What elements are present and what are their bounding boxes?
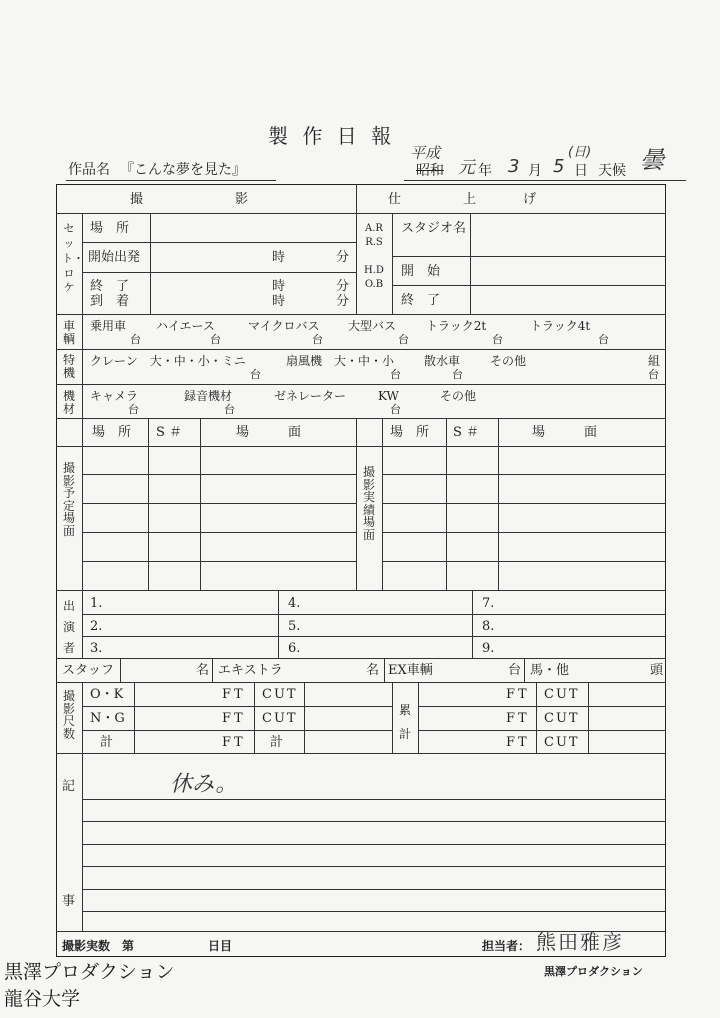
work-label: 作品名 bbox=[68, 162, 110, 178]
day-label: 日 bbox=[574, 163, 588, 179]
rui-cut-3: CUT bbox=[544, 735, 580, 750]
company-name: 黒澤プロダクション bbox=[544, 965, 643, 978]
ji-1: 時 bbox=[272, 250, 286, 265]
ok-ft: FT bbox=[222, 687, 246, 702]
ex-sharyo-label: EX車輌 bbox=[388, 663, 433, 678]
extra-label: エキストラ bbox=[218, 663, 283, 678]
vehicle-truck2t: トラック2t bbox=[426, 319, 487, 333]
uma-label: 馬・他 bbox=[530, 663, 570, 678]
ji-3: 時 bbox=[272, 294, 286, 309]
kizai-camera: キャメラ bbox=[90, 389, 139, 403]
work-title-underline bbox=[66, 180, 276, 181]
kizai-rokuon: 録音機材 bbox=[184, 389, 233, 403]
planned-scenes-label: 撮影予定場面 bbox=[62, 461, 75, 538]
studio-label: スタジオ名 bbox=[401, 221, 467, 236]
notes-handwritten: 休み。 bbox=[170, 772, 238, 797]
tokki-crane: クレーン 大・中・小・ミニ bbox=[90, 354, 246, 368]
work-title: 『こんな夢を見た』 bbox=[120, 162, 246, 178]
tokki-dai-4: 台 bbox=[648, 368, 659, 381]
vehicle-dai-6: 台 bbox=[598, 333, 609, 346]
tokki-dai-3: 台 bbox=[452, 368, 463, 381]
cast-side-label: 出演者 bbox=[62, 599, 75, 655]
vehicle-bus: 大型バス bbox=[348, 319, 397, 333]
days-suffix: 日目 bbox=[208, 939, 233, 953]
footage-kei: 計 bbox=[100, 735, 114, 750]
date-underline bbox=[404, 180, 686, 181]
weather-label: 天候 bbox=[598, 163, 626, 179]
scene-basho-r: 場 所 bbox=[390, 425, 430, 440]
kizai-sonota: その他 bbox=[440, 389, 477, 403]
kizai-side-label: 機材 bbox=[62, 389, 75, 416]
scene-s-l: S ＃ bbox=[156, 425, 183, 440]
kei-kei: 計 bbox=[270, 735, 284, 750]
cast-5: 5. bbox=[288, 619, 301, 634]
tokki-sonota: その他 bbox=[490, 354, 527, 368]
page-title: 製 作 日 報 bbox=[268, 124, 396, 148]
ji-2: 時 bbox=[272, 279, 286, 294]
scene-basho-l: 場 所 bbox=[92, 425, 132, 440]
month-label: 月 bbox=[528, 163, 542, 179]
year-handwritten: 元 bbox=[458, 158, 475, 178]
year-label: 年 bbox=[478, 163, 492, 179]
footage-ok: O・K bbox=[90, 687, 124, 702]
scene-s-r: S ＃ bbox=[453, 425, 480, 440]
cast-4: 4. bbox=[288, 596, 301, 611]
tokki-kumi: 組 bbox=[648, 354, 661, 368]
ars-label: A.R R.S bbox=[365, 223, 383, 248]
footage-ng: N・G bbox=[90, 711, 125, 726]
cast-8: 8. bbox=[482, 619, 495, 634]
rui-ft-1: FT bbox=[506, 687, 530, 702]
shiage-header: 仕 上 げ bbox=[388, 192, 539, 207]
fun-2: 分 bbox=[336, 279, 350, 294]
ok-cut: CUT bbox=[262, 687, 298, 702]
rui-ft-3: FT bbox=[506, 735, 530, 750]
set-loca-label: セット・ロケ bbox=[62, 222, 84, 295]
basho-label: 場 所 bbox=[90, 221, 130, 236]
tokki-dai-2: 台 bbox=[390, 368, 401, 381]
uma-to: 頭 bbox=[650, 663, 664, 678]
watermark-line2: 龍谷大学 bbox=[4, 988, 81, 1010]
era-printed: 昭和 bbox=[416, 163, 444, 179]
rui-cut-1: CUT bbox=[544, 687, 580, 702]
vehicle-dai-5: 台 bbox=[492, 333, 503, 346]
kizai-generator: ゼネレーター bbox=[274, 389, 347, 403]
tokki-side-label: 特機 bbox=[62, 353, 75, 380]
vehicle-hiace: ハイエース bbox=[156, 319, 215, 333]
kizai-dai-1: 台 bbox=[128, 403, 139, 416]
footage-side-label: 撮影尺数 bbox=[62, 689, 75, 741]
staff-label: スタッフ bbox=[62, 663, 115, 678]
vehicle-dai-2: 台 bbox=[210, 333, 221, 346]
kei-ft: FT bbox=[222, 735, 246, 750]
extra-mei: 名 bbox=[366, 663, 380, 678]
vehicle-dai-3: 台 bbox=[312, 333, 323, 346]
era-handwritten: 平成 bbox=[410, 144, 441, 162]
rui-kei-label: 累計 bbox=[398, 703, 411, 741]
weekday-handwritten: (日) bbox=[568, 145, 592, 160]
vehicle-truck4t: トラック4t bbox=[530, 319, 591, 333]
vehicle-dai-4: 台 bbox=[398, 333, 409, 346]
kizai-dai-2: 台 bbox=[224, 403, 235, 416]
actual-scenes-label: 撮影実績場面 bbox=[362, 465, 375, 542]
cast-1: 1. bbox=[90, 596, 103, 611]
kaishi-shuppatsu-label: 開始出発 bbox=[88, 250, 141, 265]
satsuei-header: 撮 影 bbox=[130, 192, 251, 207]
vehicle-dai-1: 台 bbox=[130, 333, 141, 346]
tokki-sansui: 散水車 bbox=[424, 354, 461, 368]
day-handwritten: 5 bbox=[553, 156, 565, 177]
watermark-line1: 黒澤プロダクション bbox=[4, 961, 175, 983]
rui-cut-2: CUT bbox=[544, 711, 580, 726]
tanto-label: 担当者： bbox=[482, 939, 531, 953]
staff-mei: 名 bbox=[196, 663, 210, 678]
scene-bamen-r: 場 面 bbox=[532, 425, 598, 440]
notes-ji-label: 事 bbox=[62, 894, 76, 909]
ng-ft: FT bbox=[222, 711, 246, 726]
cast-7: 7. bbox=[482, 596, 495, 611]
vehicle-sedan: 乗用車 bbox=[90, 319, 127, 333]
kizai-kw: KW bbox=[378, 389, 399, 403]
cast-2: 2. bbox=[90, 619, 103, 634]
tochaku-label: 到 着 bbox=[90, 294, 130, 309]
tanto-signature: 熊田雅彦 bbox=[536, 930, 624, 954]
ng-cut: CUT bbox=[262, 711, 298, 726]
ex-sharyo-dai: 台 bbox=[508, 663, 522, 678]
month-handwritten: 3 bbox=[508, 156, 520, 177]
cast-9: 9. bbox=[482, 641, 495, 656]
shuryo-label: 終 了 bbox=[90, 279, 130, 294]
kizai-dai-3: 台 bbox=[390, 403, 401, 416]
rui-ft-2: FT bbox=[506, 711, 530, 726]
cast-3: 3. bbox=[90, 641, 103, 656]
vehicle-microbus: マイクロバス bbox=[248, 319, 320, 333]
sharyo-side-label: 車輌 bbox=[62, 319, 75, 346]
kaishi-label: 開 始 bbox=[401, 264, 441, 279]
tokki-fan: 扇風機 大・中・小 bbox=[286, 354, 395, 368]
tokki-dai-1: 台 bbox=[250, 368, 261, 381]
weather-handwritten: 曇 bbox=[640, 146, 664, 174]
cast-6: 6. bbox=[288, 641, 301, 656]
fun-3: 分 bbox=[336, 294, 350, 309]
scene-bamen-l: 場 面 bbox=[236, 425, 302, 440]
fun-1: 分 bbox=[336, 250, 350, 265]
hdob-label: H.D O.B bbox=[364, 265, 384, 290]
notes-ki-label: 記 bbox=[62, 779, 76, 794]
shuryo2-label: 終 了 bbox=[401, 293, 441, 308]
days-label: 撮影実数 第 bbox=[62, 939, 135, 953]
